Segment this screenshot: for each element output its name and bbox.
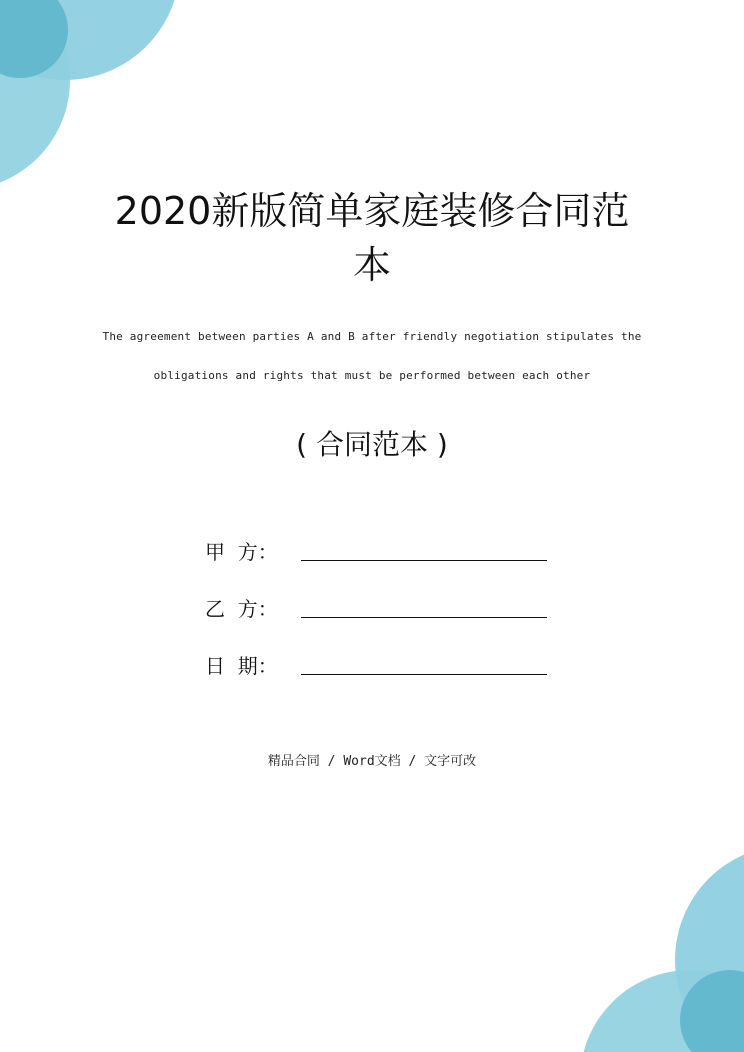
document-title-line-1: 2020新版简单家庭装修合同范 [114, 189, 630, 233]
party-a-label: 甲 方： [205, 540, 278, 564]
date-label: 日 期： [205, 654, 278, 678]
english-subtitle-line-1: The agreement between parties A and B after friendly negotiation stipulates the [102, 330, 642, 343]
document-type: ( 合同范本 ) [296, 428, 448, 461]
party-a-blank-line[interactable] [301, 560, 547, 561]
party-b-blank-line[interactable] [301, 617, 547, 618]
bottom-right-circles-decoration [580, 845, 744, 1052]
document-title-line-2: 本 [352, 243, 391, 287]
english-subtitle-line-2: obligations and rights that must be performed between each other [153, 369, 591, 382]
top-left-circles-decoration [0, 0, 180, 190]
date-blank-line[interactable] [301, 674, 547, 675]
party-b-label: 乙 方： [205, 597, 278, 621]
footer-note: 精品合同 / Word文档 / 文字可改 [267, 754, 477, 769]
